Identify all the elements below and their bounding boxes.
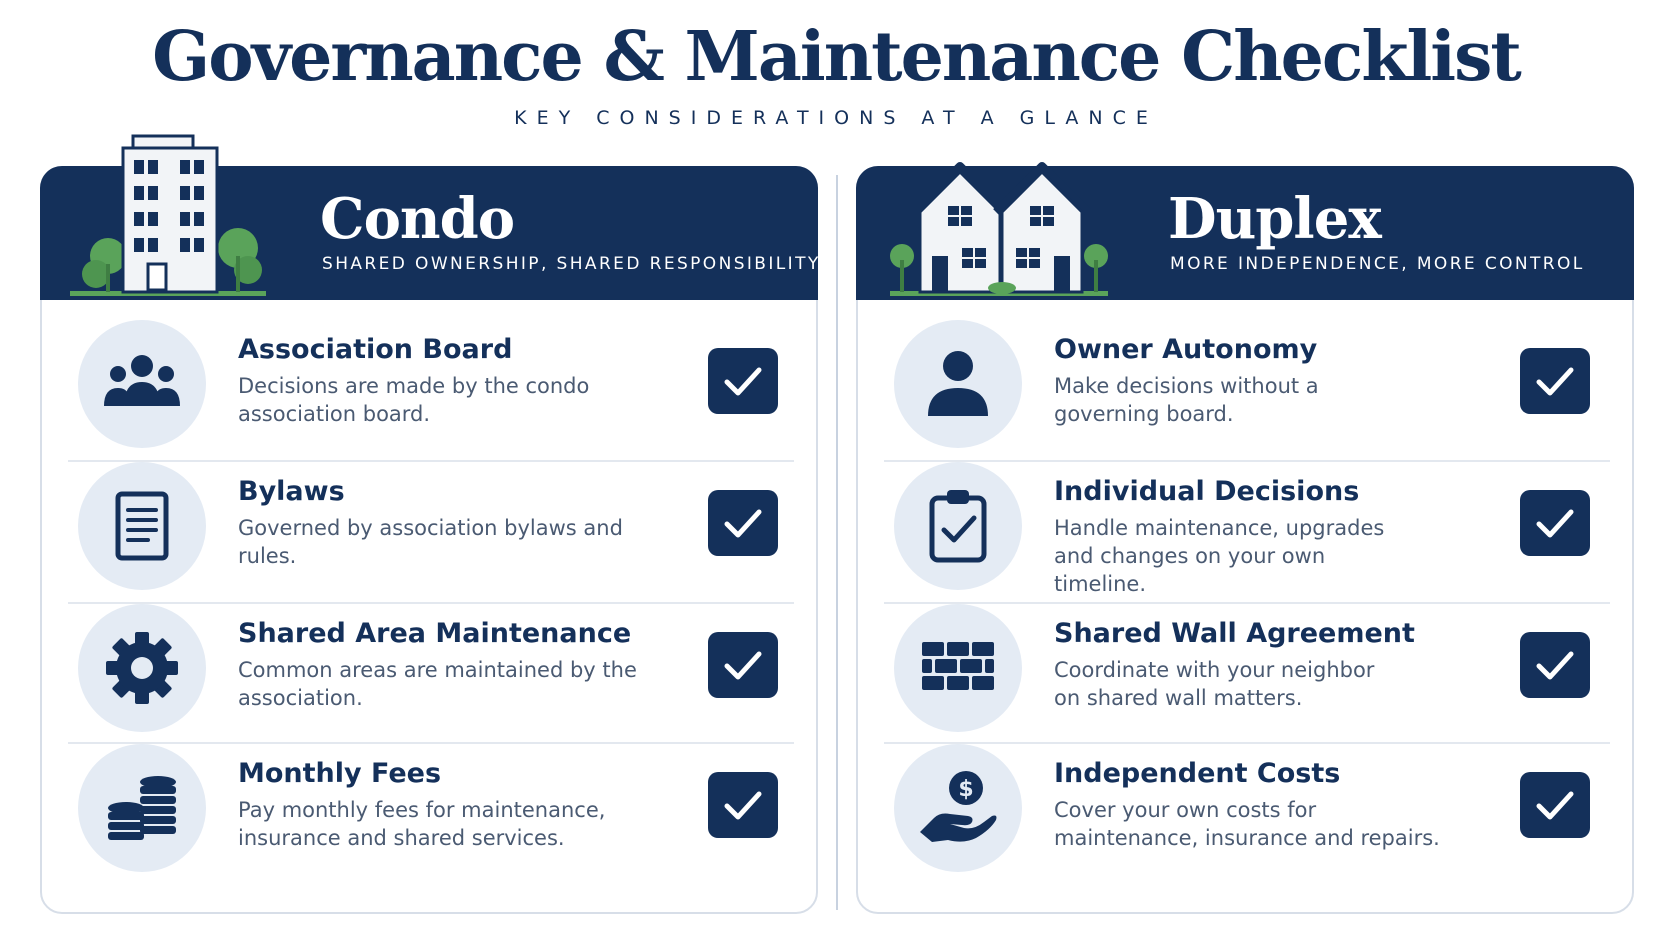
brick-wall-icon (918, 628, 998, 708)
checkbox-checked[interactable] (1520, 490, 1590, 556)
duplex-houses-icon (886, 132, 1116, 300)
checkmark-icon (723, 362, 763, 400)
item-title: Independent Costs (1054, 758, 1341, 789)
document-icon (102, 486, 182, 566)
item-description: Coordinate with your neighbor on shared wall matters. (1054, 658, 1375, 710)
condo-tagline: SHARED OWNERSHIP, SHARED RESPONSIBILITY (322, 254, 821, 274)
center-divider (836, 175, 838, 910)
checklist-item-bylaws (68, 452, 794, 602)
item-description: Decisions are made by the condo association board. (238, 374, 590, 426)
checkmark-icon (1535, 786, 1575, 824)
checkbox-checked[interactable] (708, 490, 778, 556)
checklist-item-monthly-fees (68, 734, 794, 884)
item-description: Governed by association bylaws and rules. (238, 516, 623, 568)
checkbox-checked[interactable] (708, 632, 778, 698)
duplex-panel (856, 166, 1634, 914)
clipboard-check-icon (918, 486, 998, 566)
checklist-item-independent-costs (884, 734, 1610, 884)
duplex-title: Duplex (1168, 186, 1381, 252)
item-title: Bylaws (238, 476, 345, 507)
checkmark-icon (1535, 362, 1575, 400)
checkmark-icon (723, 786, 763, 824)
page-title: Governance & Maintenance Checklist (152, 17, 1520, 97)
duplex-tagline: MORE INDEPENDENCE, MORE CONTROL (1170, 254, 1585, 274)
item-description: Handle maintenance, upgrades and changes on your own timeline. (1054, 516, 1385, 596)
item-title: Shared Area Maintenance (238, 618, 632, 649)
checkbox-checked[interactable] (708, 772, 778, 838)
checklist-item-shared-wall-agreement (884, 594, 1610, 744)
item-description: Cover your own costs for maintenance, insurance and repairs. (1054, 798, 1440, 850)
checkmark-icon (723, 504, 763, 542)
group-people-icon (102, 344, 182, 424)
checkbox-checked[interactable] (1520, 772, 1590, 838)
checkbox-checked[interactable] (1520, 348, 1590, 414)
checkmark-icon (723, 646, 763, 684)
checklist-item-shared-area-maintenance (68, 594, 794, 744)
item-description: Make decisions without a governing board. (1054, 374, 1319, 426)
checkmark-icon (1535, 646, 1575, 684)
apartment-building-icon (70, 132, 300, 300)
checklist-item-individual-decisions (884, 452, 1610, 602)
gear-icon (102, 628, 182, 708)
item-title: Monthly Fees (238, 758, 442, 789)
item-title: Association Board (238, 334, 513, 365)
coin-stacks-icon (102, 768, 182, 848)
duplex-header (856, 166, 1634, 300)
checklist-item-association-board (68, 310, 794, 460)
condo-panel (40, 166, 821, 914)
item-title: Shared Wall Agreement (1054, 618, 1415, 649)
item-title: Owner Autonomy (1054, 334, 1318, 365)
checklist-item-owner-autonomy (884, 310, 1610, 460)
item-description: Pay monthly fees for maintenance, insurance and shared services. (238, 798, 606, 850)
item-description: Common areas are maintained by the association. (238, 658, 637, 710)
svg-text:$: $ (958, 777, 974, 802)
checkmark-icon (1535, 504, 1575, 542)
checkbox-checked[interactable] (708, 348, 778, 414)
checkbox-checked[interactable] (1520, 632, 1590, 698)
person-icon (918, 344, 998, 424)
condo-title: Condo (320, 186, 515, 252)
page-subtitle: KEY CONSIDERATIONS AT A GLANCE (514, 107, 1158, 129)
hand-dollar-icon (918, 768, 998, 848)
item-title: Individual Decisions (1054, 476, 1360, 507)
condo-header (40, 166, 821, 300)
